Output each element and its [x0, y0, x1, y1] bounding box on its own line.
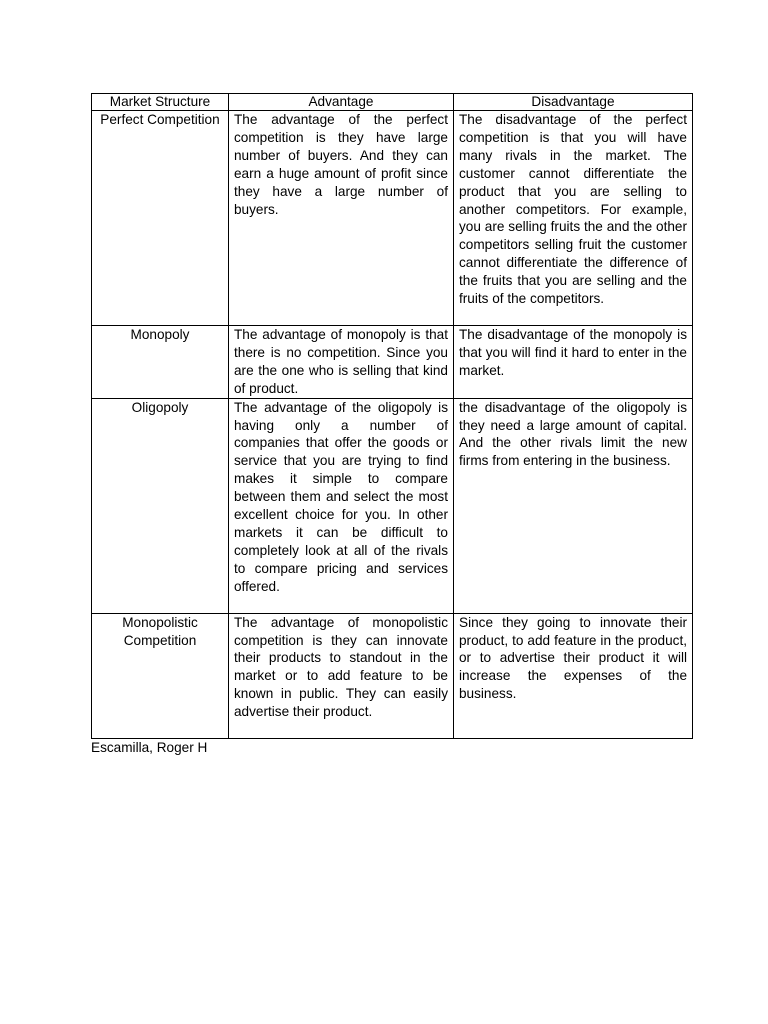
- table-row: [92, 398, 693, 613]
- cell-disadvantage-monopoly: The disadvantage of the monopoly is that you will find it hard to enter in the market.: [454, 326, 693, 399]
- header-disadvantage: Disadvantage: [454, 94, 693, 111]
- table-header-row: [92, 94, 693, 111]
- header-market-structure: Market Structure: [92, 94, 229, 111]
- table-row: [92, 613, 693, 738]
- cell-disadvantage-perfect-competition: The disadvantage of the perfect competition is that you will have many rivals in the market. The customer cannot differentiate the product that you are selling to another competitors. For example, you are selling fruits the and the other competitors selling fruit the customer cannot differentiate the difference of the fruits that you are selling and the fruits of the competitors.: [454, 111, 693, 326]
- cell-structure-monopoly: Monopoly: [92, 326, 229, 399]
- cell-advantage-monopolistic-competition: The advantage of monopolistic competition is they can innovate their products to standout in the market or to add feature to be known in public. They can easily advertise their product.: [229, 613, 454, 738]
- header-advantage: Advantage: [229, 94, 454, 111]
- cell-structure-perfect-competition: Perfect Competition: [92, 111, 229, 326]
- cell-advantage-oligopoly: The advantage of the oligopoly is having only a number of companies that offer the goods or service that you are trying to find makes it simple to compare between them and select the most excellent choice for you. In other markets it can be difficult to completely look at all of the rivals to compare pricing and services offered.: [229, 398, 454, 613]
- cell-disadvantage-oligopoly: the disadvantage of the oligopoly is they need a large amount of capital. And the other rivals limit the new firms from entering in the business.: [454, 398, 693, 613]
- author-name: Escamilla, Roger H: [91, 740, 208, 755]
- market-structure-table: [91, 93, 693, 739]
- table-row: [92, 111, 693, 326]
- cell-advantage-monopoly: The advantage of monopoly is that there is no competition. Since you are the one who is selling that kind of product.: [229, 326, 454, 399]
- cell-structure-oligopoly: Oligopoly: [92, 398, 229, 613]
- cell-advantage-perfect-competition: The advantage of the perfect competition is they have large number of buyers. And they can earn a huge amount of profit since they have a large number of buyers.: [229, 111, 454, 326]
- table-row: [92, 326, 693, 399]
- cell-disadvantage-monopolistic-competition: Since they going to innovate their product, to add feature in the product, or to advertise their product it will increase the expenses of the business.: [454, 613, 693, 738]
- cell-structure-monopolistic-competition: Monopolistic Competition: [92, 613, 229, 738]
